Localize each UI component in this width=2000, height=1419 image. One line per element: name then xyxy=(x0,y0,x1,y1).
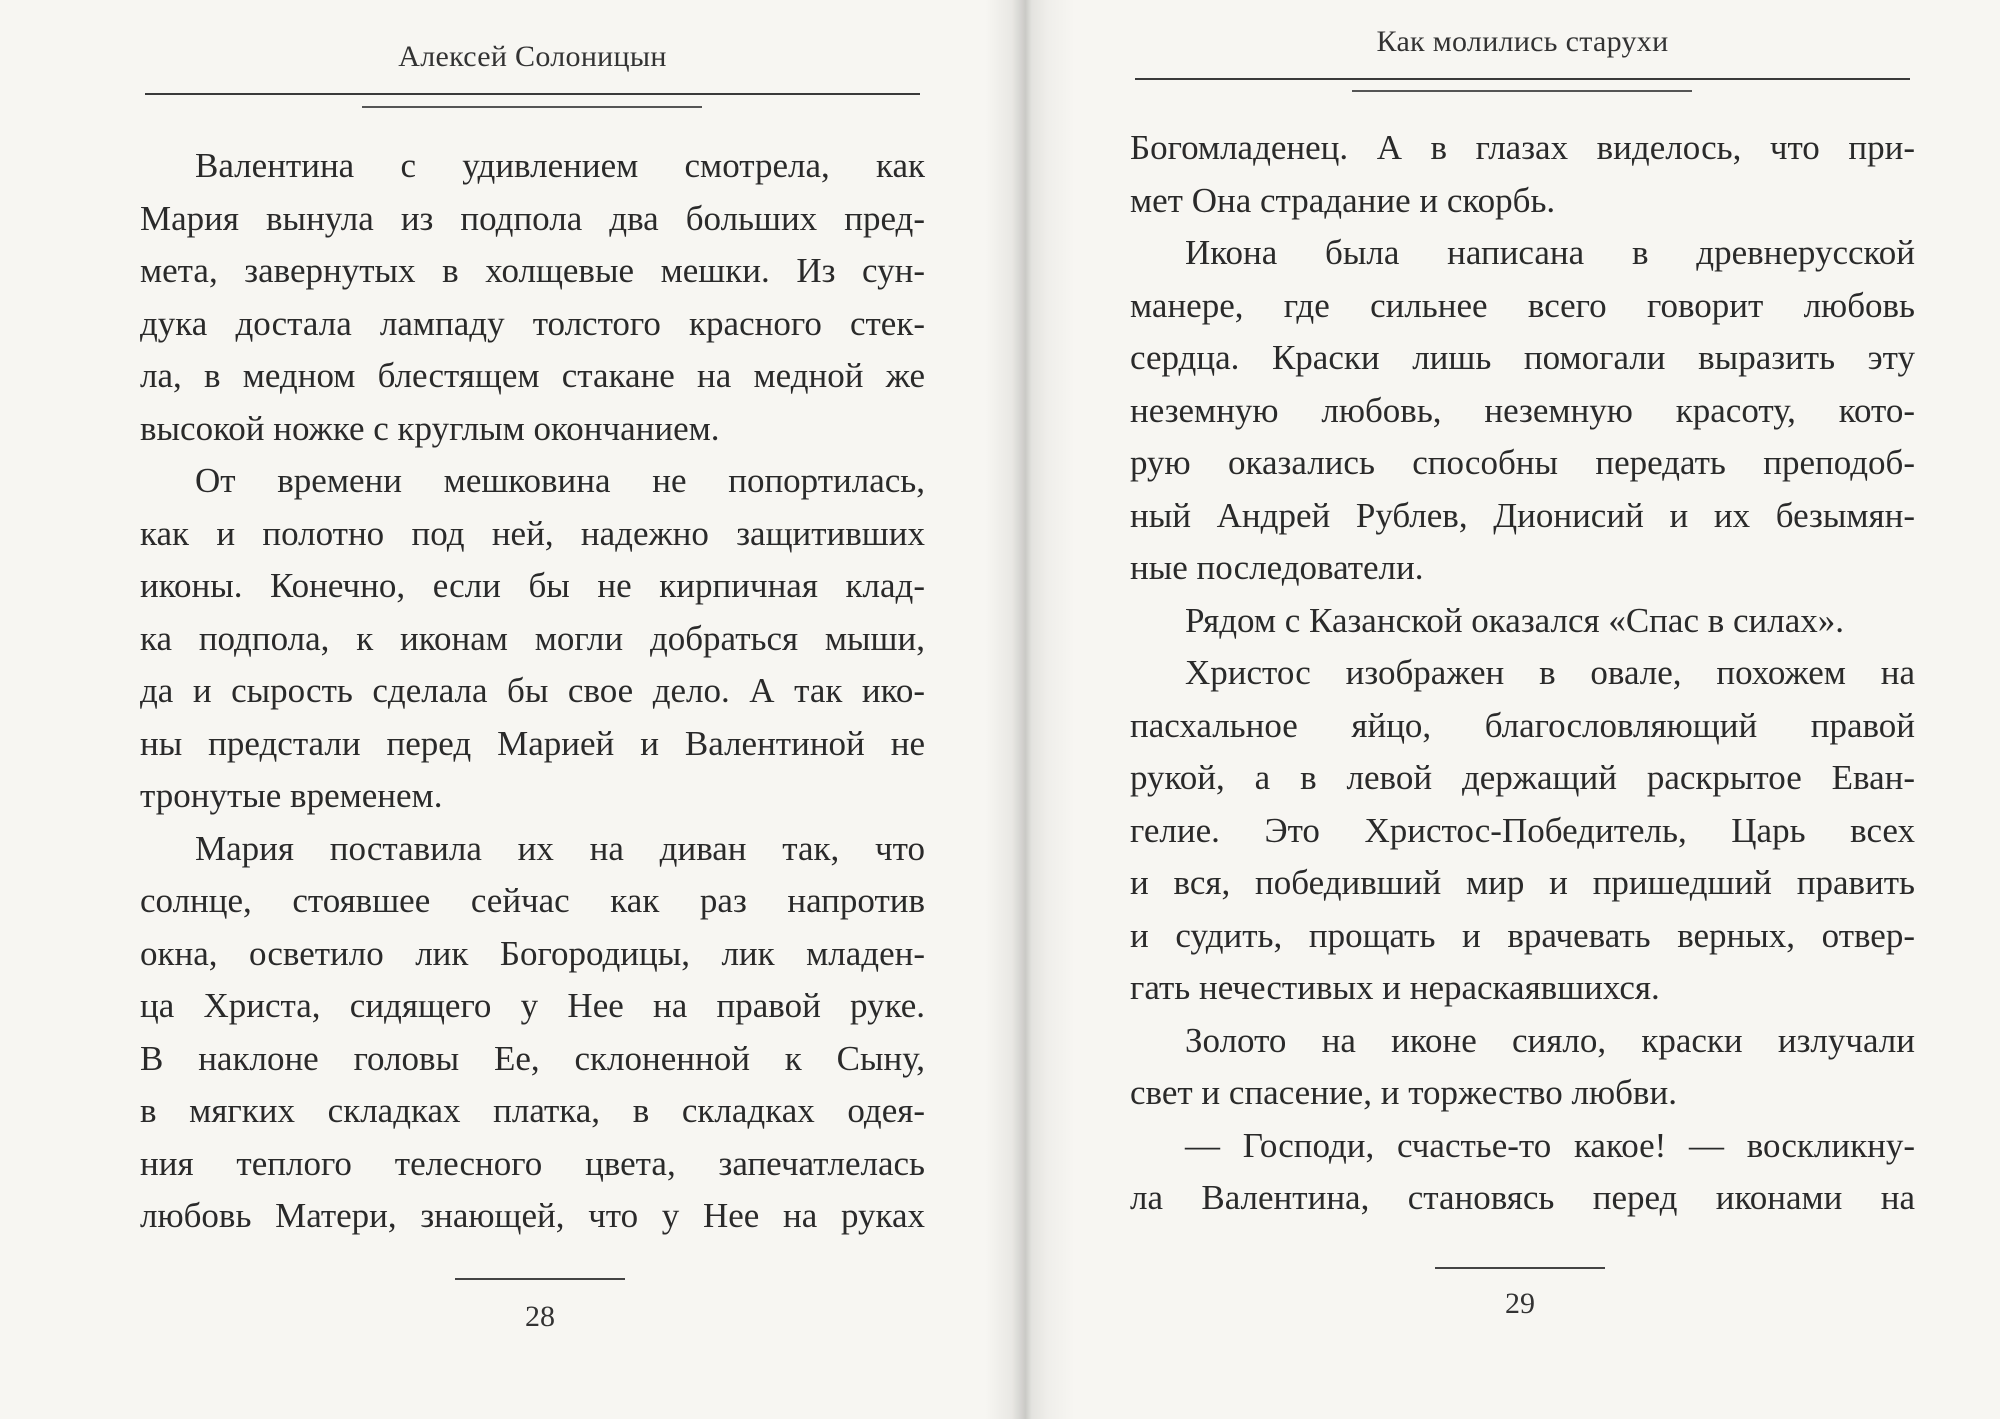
text-line: Золото на иконе сияло, краски излучали xyxy=(1185,1020,1915,1060)
header-rule-long xyxy=(1135,78,1910,80)
text-line: гелие. Это Христос-Победитель, Царь всех xyxy=(1130,810,1915,850)
right-page xyxy=(1130,0,1915,1419)
text-line: ные последователи. xyxy=(1130,548,1424,587)
text-line: в мягких складках платка, в складках одея- xyxy=(140,1091,925,1130)
text-line: тронутые временем. xyxy=(140,776,443,815)
text-line: иконы. Конечно, если бы не кирпичная клад- xyxy=(140,566,925,605)
folio-rule xyxy=(455,1278,625,1280)
text-line: Богомладенец. А в глазах виделось, что при- xyxy=(1130,128,1915,167)
running-head-title: Как молились старухи xyxy=(1376,25,1669,58)
text-line: свет и спасение, и торжество любви. xyxy=(1130,1073,1677,1112)
text-line: ны предстали перед Марией и Валентиной не xyxy=(140,723,925,763)
header-rule-short xyxy=(1352,90,1692,92)
book-gutter xyxy=(985,0,1075,1419)
left-page xyxy=(140,0,925,1419)
text-line: пасхальное яйцо, благословляющий правой xyxy=(1130,705,1915,745)
text-line: Христос изображен в овале, похожем на xyxy=(1185,653,1915,692)
text-line: мета, завернутых в холщевые мешки. Из сун- xyxy=(140,251,925,290)
text-line: рую оказались способны передать преподоб- xyxy=(1130,443,1915,482)
text-line: высокой ножке с круглым окончанием. xyxy=(140,408,720,448)
text-line: любовь Матери, знающей, что у Нее на руках xyxy=(140,1196,925,1235)
right-body-text xyxy=(1130,122,1915,1225)
left-body-text xyxy=(140,140,925,1243)
text-line: солнце, стоявшее сейчас как раз напротив xyxy=(140,881,925,920)
header-rule-short xyxy=(362,106,702,108)
text-line: ца Христа, сидящего у Нее на правой руке. xyxy=(140,986,925,1025)
text-line: рукой, а в левой держащий раскрытое Еван- xyxy=(1130,758,1915,797)
page-number: 28 xyxy=(525,1300,555,1333)
running-head-author: Алексей Солоницын xyxy=(398,40,667,73)
text-line: как и полотно под ней, надежно защитивших xyxy=(140,513,925,553)
text-line: Мария поставила их на диван так, что xyxy=(195,828,925,868)
header-rule-long xyxy=(145,93,920,95)
text-line: дука достала лампаду толстого красного стек- xyxy=(140,303,925,343)
text-line: ка подпола, к иконам могли добраться мыши, xyxy=(140,618,925,658)
text-line: От времени мешковина не попортилась, xyxy=(195,461,925,500)
text-line: и судить, прощать и врачевать верных, отвер- xyxy=(1130,915,1915,955)
text-line: ла, в медном блестящем стакане на медной же xyxy=(140,356,925,395)
text-line: да и сырость сделала бы свое дело. А так ико- xyxy=(140,671,925,710)
text-line: мет Она страдание и скорбь. xyxy=(1130,180,1556,220)
text-line: ный Андрей Рублев, Дионисий и их безымян- xyxy=(1130,495,1915,535)
page-number: 29 xyxy=(1505,1287,1535,1320)
text-line: — Господи, счастье-то какое! — воскликну- xyxy=(1185,1125,1915,1165)
text-line: и вся, победивший мир и пришедший править xyxy=(1130,863,1915,902)
text-line: ния теплого телесного цвета, запечатлелась xyxy=(140,1143,925,1183)
text-line: Икона была написана в древнерусской xyxy=(1185,233,1915,272)
text-line: неземную любовь, неземную красоту, кото- xyxy=(1130,390,1915,430)
text-line: Валентина с удивлением смотрела, как xyxy=(195,146,925,185)
text-line: окна, осветило лик Богородицы, лик младен- xyxy=(140,933,925,973)
text-line: В наклоне головы Ее, склоненной к Сыну, xyxy=(140,1038,925,1078)
text-line: гать нечестивых и нераскаявшихся. xyxy=(1130,968,1660,1007)
text-line: манере, где сильнее всего говорит любовь xyxy=(1130,285,1915,325)
text-line: сердца. Краски лишь помогали выразить эту xyxy=(1130,338,1915,377)
folio-rule xyxy=(1435,1267,1605,1269)
text-line: ла Валентина, становясь перед иконами на xyxy=(1130,1178,1915,1217)
text-line: Мария вынула из подпола два больших пред- xyxy=(140,198,925,238)
text-line: Рядом с Казанской оказался «Спас в силах». xyxy=(1185,600,1845,640)
